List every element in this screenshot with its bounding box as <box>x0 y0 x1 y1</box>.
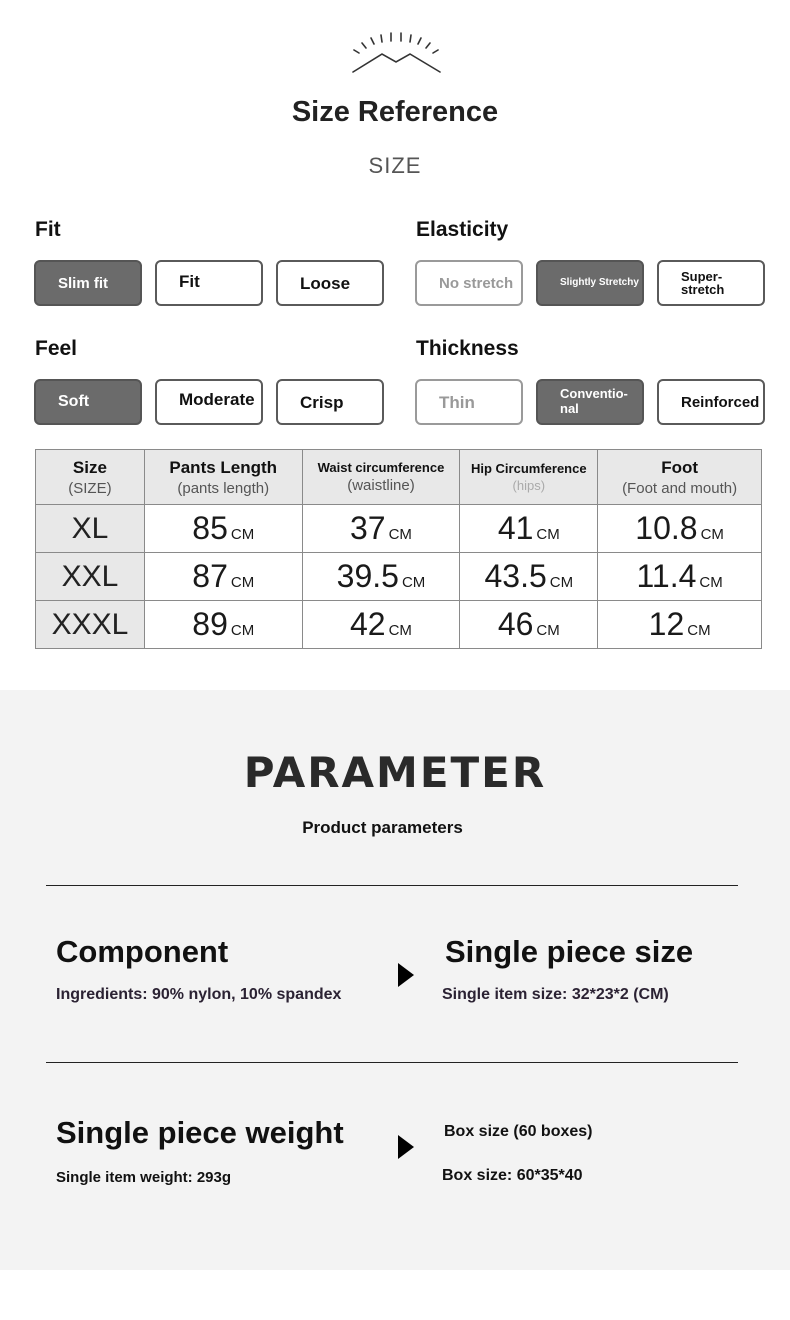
value: 41 <box>497 510 534 546</box>
header-pants-length <box>144 450 302 505</box>
header-main: Hip Circumference <box>470 461 587 476</box>
unit: CM <box>388 526 412 543</box>
value: 46 <box>497 606 534 642</box>
weight-text: Single item weight: 293g <box>56 1169 232 1186</box>
unit: CM <box>699 574 723 591</box>
value-cell <box>144 601 302 649</box>
fit-option-loose: Loose <box>276 260 384 306</box>
header-main: Pants Length <box>169 457 278 477</box>
value-cell <box>144 553 302 601</box>
unit: CM <box>230 526 255 543</box>
size-cell: XXXL <box>36 601 145 649</box>
feel-option-moderate: Moderate <box>155 379 263 425</box>
page-title: Size Reference <box>291 96 499 128</box>
header-size <box>36 450 145 505</box>
value-cell <box>302 601 460 649</box>
feel-label: Feel <box>35 337 78 360</box>
header-sub: (SIZE) <box>68 479 112 497</box>
header-waist <box>302 450 460 505</box>
value-cell <box>144 505 302 553</box>
value: 85 <box>192 510 228 546</box>
single-size-title: Single piece size <box>445 934 694 969</box>
value-cell <box>598 553 762 601</box>
elasticity-label: Elasticity <box>416 218 509 241</box>
unit: CM <box>536 622 560 639</box>
header-sub: (pants length) <box>177 479 270 497</box>
unit: CM <box>230 622 255 639</box>
value-cell <box>598 505 762 553</box>
unit: CM <box>700 526 724 543</box>
thickness-option-reinforced: Reinforced <box>657 379 765 425</box>
unit: CM <box>230 574 255 591</box>
header-sub: (hips) <box>512 478 546 493</box>
header-sub: (waistline) <box>347 477 415 494</box>
value: 42 <box>350 606 386 642</box>
fit-label: Fit <box>35 218 61 241</box>
unit: CM <box>687 622 711 639</box>
elasticity-option-super: Super-stretch <box>657 260 765 306</box>
value: 43.5 <box>484 558 547 594</box>
single-size-text: Single item size: 32*23*2 (CM) <box>442 986 669 1003</box>
unit: CM <box>401 574 426 591</box>
sunrise-icon <box>350 32 442 74</box>
play-arrow-icon <box>398 1135 414 1159</box>
value-cell <box>302 553 460 601</box>
header-hip <box>460 450 598 505</box>
value-cell <box>302 505 460 553</box>
fit-option-fit: Fit <box>155 260 263 306</box>
value-cell <box>460 553 598 601</box>
value-cell <box>598 601 762 649</box>
component-text: Ingredients: 90% nylon, 10% spandex <box>56 986 342 1003</box>
value: 10.8 <box>635 510 698 546</box>
value: 11.4 <box>636 558 697 594</box>
elasticity-option-slight: Slightly Stretchy <box>536 260 644 306</box>
value: 37 <box>350 510 386 546</box>
component-title: Component <box>56 934 229 969</box>
unit: CM <box>388 622 412 639</box>
size-cell: XXL <box>36 553 145 601</box>
weight-title: Single piece weight <box>56 1115 344 1150</box>
box-title: Box size (60 boxes) <box>444 1123 593 1140</box>
feel-option-soft: Soft <box>34 379 142 425</box>
value-cell <box>460 601 598 649</box>
value: 89 <box>192 606 228 642</box>
play-arrow-icon <box>398 963 414 987</box>
size-table <box>35 449 762 649</box>
value: 87 <box>192 558 228 594</box>
header-main: Foot <box>661 457 699 477</box>
box-text: Box size: 60*35*40 <box>442 1167 583 1184</box>
table-row <box>36 553 762 601</box>
header-sub: (Foot and mouth) <box>622 479 738 497</box>
table-row <box>36 601 762 649</box>
thickness-label: Thickness <box>416 337 519 360</box>
parameter-title: PARAMETER <box>243 748 547 797</box>
page-subtitle: SIZE <box>368 153 422 178</box>
feel-option-crisp: Crisp <box>276 379 384 425</box>
size-cell: XL <box>36 505 145 553</box>
thickness-option-thin: Thin <box>415 379 523 425</box>
divider <box>46 1062 738 1063</box>
unit: CM <box>549 574 574 591</box>
table-header-row <box>36 450 762 505</box>
header-main: Waist circumference <box>317 460 445 475</box>
table-row <box>36 505 762 553</box>
parameter-section <box>0 690 790 1270</box>
header-foot <box>598 450 762 505</box>
fit-option-slim: Slim fit <box>34 260 142 306</box>
thickness-option-conventional: Conventio- nal <box>536 379 644 425</box>
divider <box>46 885 738 886</box>
value: 39.5 <box>336 558 399 594</box>
value-cell <box>460 505 598 553</box>
header-main: Size <box>72 457 107 477</box>
elasticity-option-none: No stretch <box>415 260 523 306</box>
value: 12 <box>648 606 685 642</box>
unit: CM <box>536 526 560 543</box>
parameter-subtitle: Product parameters <box>302 818 463 837</box>
